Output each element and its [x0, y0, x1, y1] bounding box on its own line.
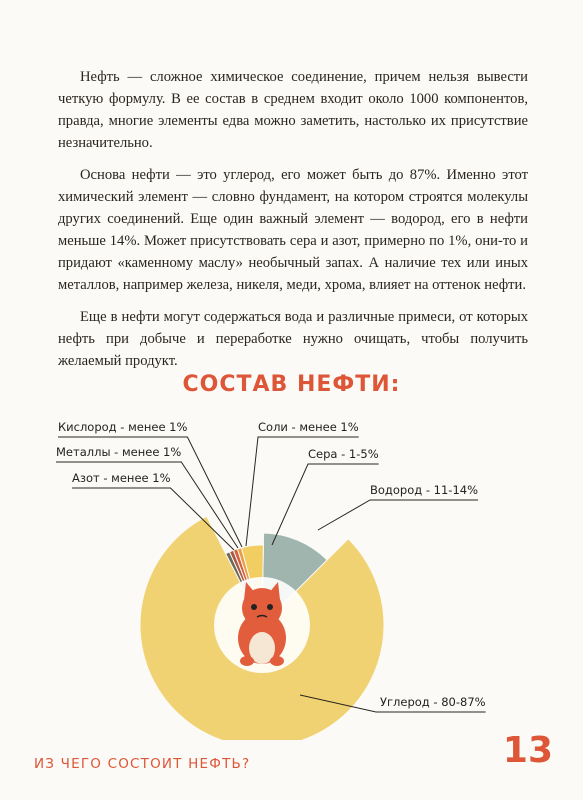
- cat-illustration: [214, 577, 310, 673]
- leader-line: [318, 500, 478, 530]
- slice-label: Сера - 1-5%: [308, 447, 379, 461]
- paragraph-3: Еще в нефти могут содержаться вода и различные примеси, от которых нефть при добыче и переработке нужно очищать, чтобы получить желаемый продукт.: [58, 309, 528, 369]
- pie-chart: [0, 410, 583, 740]
- paragraph-1: Нефть — сложное химическое соединение, причем нельзя вывести четкую формулу. В ее состав в среднем входит около 1000 компонентов, правда, многие элементы едва можно заметить, настолько их присутствие незначительно.: [58, 69, 528, 151]
- page-number: 13: [502, 730, 553, 771]
- paragraph-2: Основа нефти — это углерод, его может быть до 87%. Именно этот химический элемент — словно фундамент, на котором строятся молекулы других соединений. Еще один важный элемент — водород, его в нефти меньше 14%. Может присутствовать сера и азот, примерно по 1%, они-то и придают «каменному маслу» необычный запах. А наличие тех или иных металлов, например железа, никеля, меди, хрома, влияет на оттенок нефти.: [58, 167, 528, 293]
- chart-title: СОСТАВ НЕФТИ:: [182, 372, 401, 397]
- section-title: ИЗ ЧЕГО СОСТОИТ НЕФТЬ?: [34, 756, 251, 772]
- slice-label: Водород - 11-14%: [370, 483, 479, 497]
- body-text: [58, 66, 528, 382]
- slice-label: Металлы - менее 1%: [56, 445, 182, 459]
- slice-label: Углерод - 80-87%: [380, 695, 486, 709]
- slice-label: Азот - менее 1%: [72, 471, 171, 485]
- slice-label: Соли - менее 1%: [258, 420, 359, 434]
- slice-label: Кислород - менее 1%: [58, 420, 188, 434]
